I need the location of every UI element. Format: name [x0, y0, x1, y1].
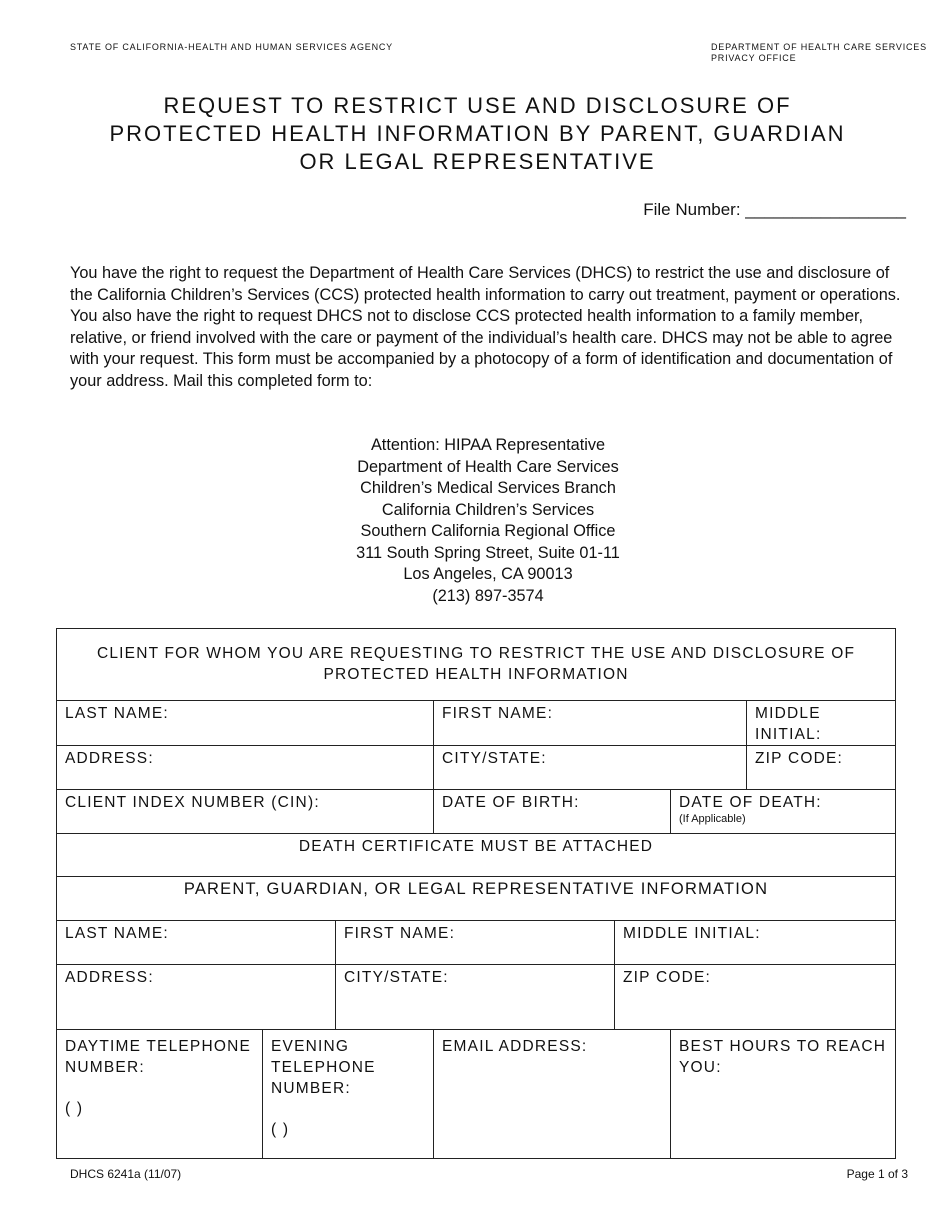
client-address-field[interactable]: ADDRESS: [57, 746, 434, 790]
rep-last-name-field[interactable]: LAST NAME: [57, 921, 336, 965]
mailing-address [250, 435, 726, 607]
office-name: PRIVACY OFFICE [711, 53, 797, 63]
evening-phone-area-code: ( ) [271, 1121, 290, 1138]
rep-city-state-field[interactable]: CITY/STATE: [336, 965, 615, 1030]
address-line: 311 South Spring Street, Suite 01-11 [356, 543, 620, 562]
client-zip-field[interactable]: ZIP CODE: [747, 746, 896, 790]
file-number-field[interactable]: File Number: _________________ [643, 200, 906, 219]
title-line-2: PROTECTED HEALTH INFORMATION BY PARENT, GUARDIAN [109, 121, 846, 146]
client-middle-initial-field[interactable]: MIDDLE INITIAL: [747, 701, 896, 746]
form-id: DHCS 6241a (11/07) [70, 1167, 182, 1181]
department-name: DEPARTMENT OF HEALTH CARE SERVICES [711, 42, 927, 52]
rep-daytime-phone-field[interactable] [57, 1030, 263, 1159]
agency-header: STATE OF CALIFORNIA-HEALTH AND HUMAN SERVICES AGENCY [70, 42, 393, 52]
address-line: (213) 897-3574 [432, 586, 544, 605]
client-last-name-field[interactable]: LAST NAME: [57, 701, 434, 746]
daytime-phone-label: DAYTIME TELEPHONE NUMBER: [65, 1038, 252, 1076]
client-section-heading: CLIENT FOR WHOM YOU ARE REQUESTING TO RESTRICT THE USE AND DISCLOSURE OF PROTECTED HEALTH INFORMATION [57, 629, 896, 701]
form-title [60, 92, 895, 176]
address-line: California Children’s Services [381, 500, 595, 519]
address-line: Attention: HIPAA Representative [370, 436, 606, 454]
client-cin-field[interactable]: CLIENT INDEX NUMBER (CIN): [57, 790, 434, 834]
rep-evening-phone-field[interactable] [263, 1030, 434, 1159]
representative-section-heading: PARENT, GUARDIAN, OR LEGAL REPRESENTATIVE INFORMATION [57, 877, 896, 921]
address-line: Children’s Medical Services Branch [360, 479, 616, 497]
client-dob-field[interactable]: DATE OF BIRTH: [434, 790, 671, 834]
rep-address-field[interactable]: ADDRESS: [57, 965, 336, 1030]
rep-middle-initial-field[interactable]: MIDDLE INITIAL: [615, 921, 896, 965]
rep-best-hours-field[interactable]: BEST HOURS TO REACH YOU: [671, 1030, 896, 1159]
client-dod-field[interactable] [671, 790, 896, 834]
rep-email-field[interactable]: EMAIL ADDRESS: [434, 1030, 671, 1159]
address-line: Department of Health Care Services [357, 457, 619, 476]
title-line-3: OR LEGAL REPRESENTATIVE [299, 149, 656, 174]
daytime-phone-area-code: ( ) [65, 1100, 84, 1117]
information-form [56, 628, 896, 1159]
department-header [711, 42, 927, 64]
intro-paragraph: You have the right to request the Department of Health Care Services (DHCS) to restrict the use and disclosure of the California Children’s Services (CCS) protected health information to carry out treatment, payment or operations. You also have the right to request DHCS not to disclose CCS protected health information to a family member, relative, or friend involved with the care or payment of the individual’s health care. DHCS may not be able to agree with your request. This form must be accompanied by a photocopy of a form of identification and documentation of your address. Mail this completed form to: [70, 264, 901, 390]
title-line-1: REQUEST TO RESTRICT USE AND DISCLOSURE OF [163, 93, 792, 118]
client-city-state-field[interactable]: CITY/STATE: [434, 746, 747, 790]
dod-note: (If Applicable) [679, 813, 746, 825]
client-first-name-field[interactable]: FIRST NAME: [434, 701, 747, 746]
address-line: Los Angeles, CA 90013 [403, 565, 573, 583]
death-certificate-notice: DEATH CERTIFICATE MUST BE ATTACHED [57, 834, 896, 877]
evening-phone-label: EVENING TELEPHONE NUMBER: [271, 1038, 376, 1097]
dod-label: DATE OF DEATH: [679, 794, 822, 811]
page-number: Page 1 of 3 [846, 1167, 908, 1181]
rep-first-name-field[interactable]: FIRST NAME: [336, 921, 615, 965]
address-line: Southern California Regional Office [360, 522, 616, 540]
rep-zip-field[interactable]: ZIP CODE: [615, 965, 896, 1030]
